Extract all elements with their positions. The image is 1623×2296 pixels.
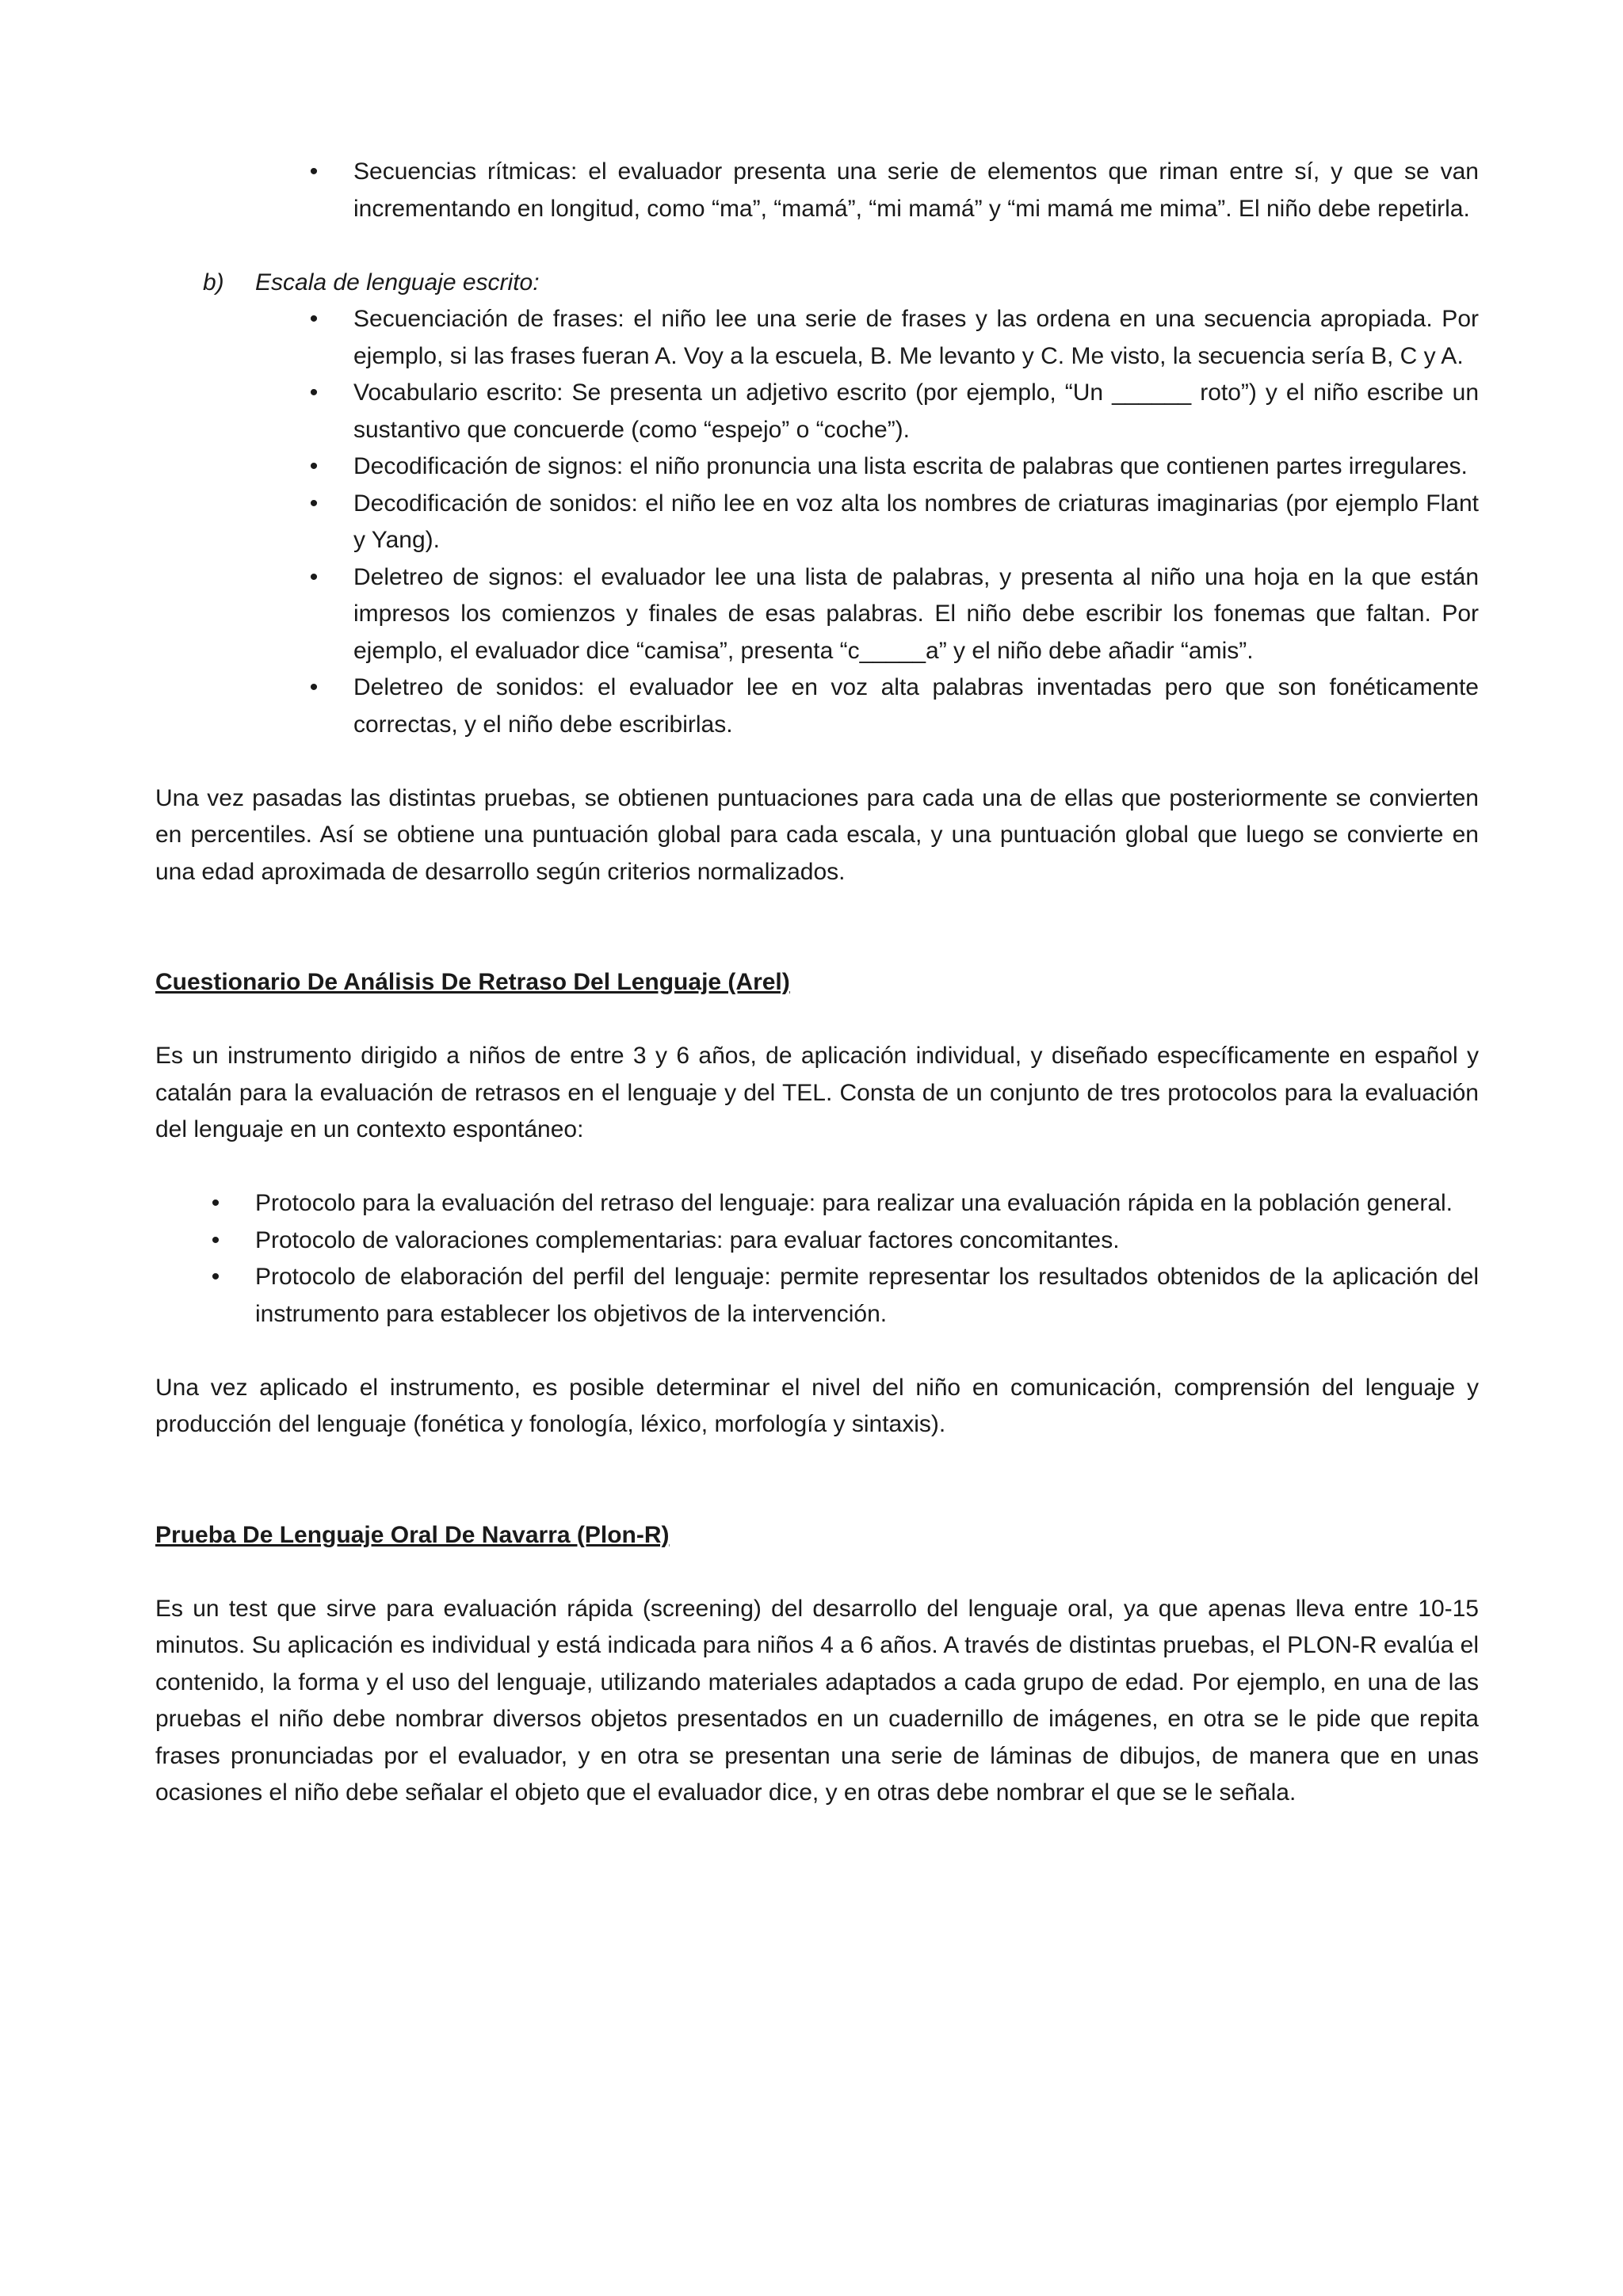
list-marker: b) (203, 269, 224, 296)
written-scale-list (155, 301, 1479, 743)
bullet-icon: • (309, 379, 319, 406)
summary-paragraph: Una vez pasadas las distintas pruebas, se obtienen puntuaciones para cada una de ellas que posteriormente se convierten en percentiles. Así se obtiene una puntuación global para cada escala, y una puntuación global que luego se convierte en una edad aproximada de desarrollo según criterios normalizados. (155, 784, 1479, 885)
arel-protocol-list (155, 1185, 1479, 1333)
list-item: • Secuencias rítmicas: el evaluador presenta una serie de elementos que riman entre sí, y que se van incrementando en longitud, como “ma”, “mamá”, “mi mamá” y “mi mamá me mima”. El niño debe repetirla. (353, 154, 1479, 227)
page-content (155, 154, 1479, 1812)
bullet-icon: • (309, 158, 319, 185)
list-item: • Decodificación de sonidos: el niño lee en voz alta los nombres de criaturas imaginarias (por ejemplo Flant y Yang). (353, 486, 1479, 559)
written-scale-heading: b) Escala de lenguaje escrito: (155, 265, 1479, 302)
list-item: • Protocolo de valoraciones complementarias: para evaluar factores concomitantes. (255, 1222, 1479, 1260)
bullet-icon: • (309, 490, 319, 517)
list-item: • Vocabulario escrito: Se presenta un adjetivo escrito (por ejemplo, “Un ______ roto”) y el niño escribe un sustantivo que concuerde (como “espejo” o “coche”). (353, 375, 1479, 448)
plon-section-title: Prueba De Lenguaje Oral De Navarra (Plon-R) (155, 1521, 670, 1548)
list-item: • Deletreo de sonidos: el evaluador lee en voz alta palabras inventadas pero que son fonéticamente correctas, y el niño debe escribirlas. (353, 669, 1479, 743)
intro-bullet-list (155, 154, 1479, 227)
bullet-icon: • (309, 453, 319, 479)
bullet-icon: • (309, 306, 319, 332)
list-item: • Decodificación de signos: el niño pronuncia una lista escrita de palabras que contienen partes irregulares. (353, 448, 1479, 486)
arel-section-title: Cuestionario De Análisis De Retraso Del Lenguaje (Arel) (155, 969, 790, 995)
bullet-icon: • (211, 1264, 220, 1290)
list-item: • Protocolo de elaboración del perfil del lenguaje: permite representar los resultados obtenidos de la aplicación del instrumento para establecer los objetivos de la intervención. (255, 1259, 1479, 1333)
arel-intro-paragraph: Es un instrumento dirigido a niños de entre 3 y 6 años, de aplicación individual, y diseñado específicamente en español y catalán para la evaluación de retrasos en el lenguaje y del TEL. Consta de un conjunto de tres protocolos para la evaluación del lenguaje en un contexto espontáneo: (155, 1043, 1479, 1142)
bullet-icon: • (211, 1190, 220, 1216)
plon-body-paragraph: Es un test que sirve para evaluación rápida (screening) del desarrollo del lenguaje oral, ya que apenas lleva entre 10-15 minutos. Su aplicación es individual y está indicada para niños 4 a 6 años. A través de distintas pruebas, el PLON-R evalúa el contenido, la forma y el uso del lenguaje, utilizando materiales adaptados a cada grupo de edad. Por ejemplo, en una de las pruebas el niño debe nombrar diversos objetos presentados en un cuadernillo de imágenes, en otra se le pide que repita frases pronunciadas por el evaluador, y en otra se presentan una serie de láminas de dibujos, de manera que en unas ocasiones el niño debe señalar el objeto que el evaluador dice, y en otras debe nombrar el que se le señala. (155, 1595, 1479, 1806)
arel-closing-paragraph: Una vez aplicado el instrumento, es posible determinar el nivel del niño en comunicación, comprensión del lenguaje y producción del lenguaje (fonética y fonología, léxico, morfología y sintaxis). (155, 1374, 1479, 1437)
bullet-icon: • (309, 674, 319, 700)
bullet-icon: • (309, 563, 319, 590)
list-item: • Protocolo para la evaluación del retraso del lenguaje: para realizar una evaluación rápida en la población general. (255, 1185, 1479, 1222)
list-item: • Deletreo de signos: el evaluador lee una lista de palabras, y presenta al niño una hoja en la que están impresos los comienzos y finales de esas palabras. El niño debe escribir los fonemas que faltan. Por ejemplo, el evaluador dice “camisa”, presenta “c_____a” y el niño debe añadir “amis”. (353, 559, 1479, 670)
bullet-icon: • (211, 1226, 220, 1253)
list-item: • Secuenciación de frases: el niño lee una serie de frases y las ordena en una secuencia apropiada. Por ejemplo, si las frases fueran A. Voy a la escuela, B. Me levanto y C. Me visto, la secuencia sería B, C y A. (353, 301, 1479, 375)
